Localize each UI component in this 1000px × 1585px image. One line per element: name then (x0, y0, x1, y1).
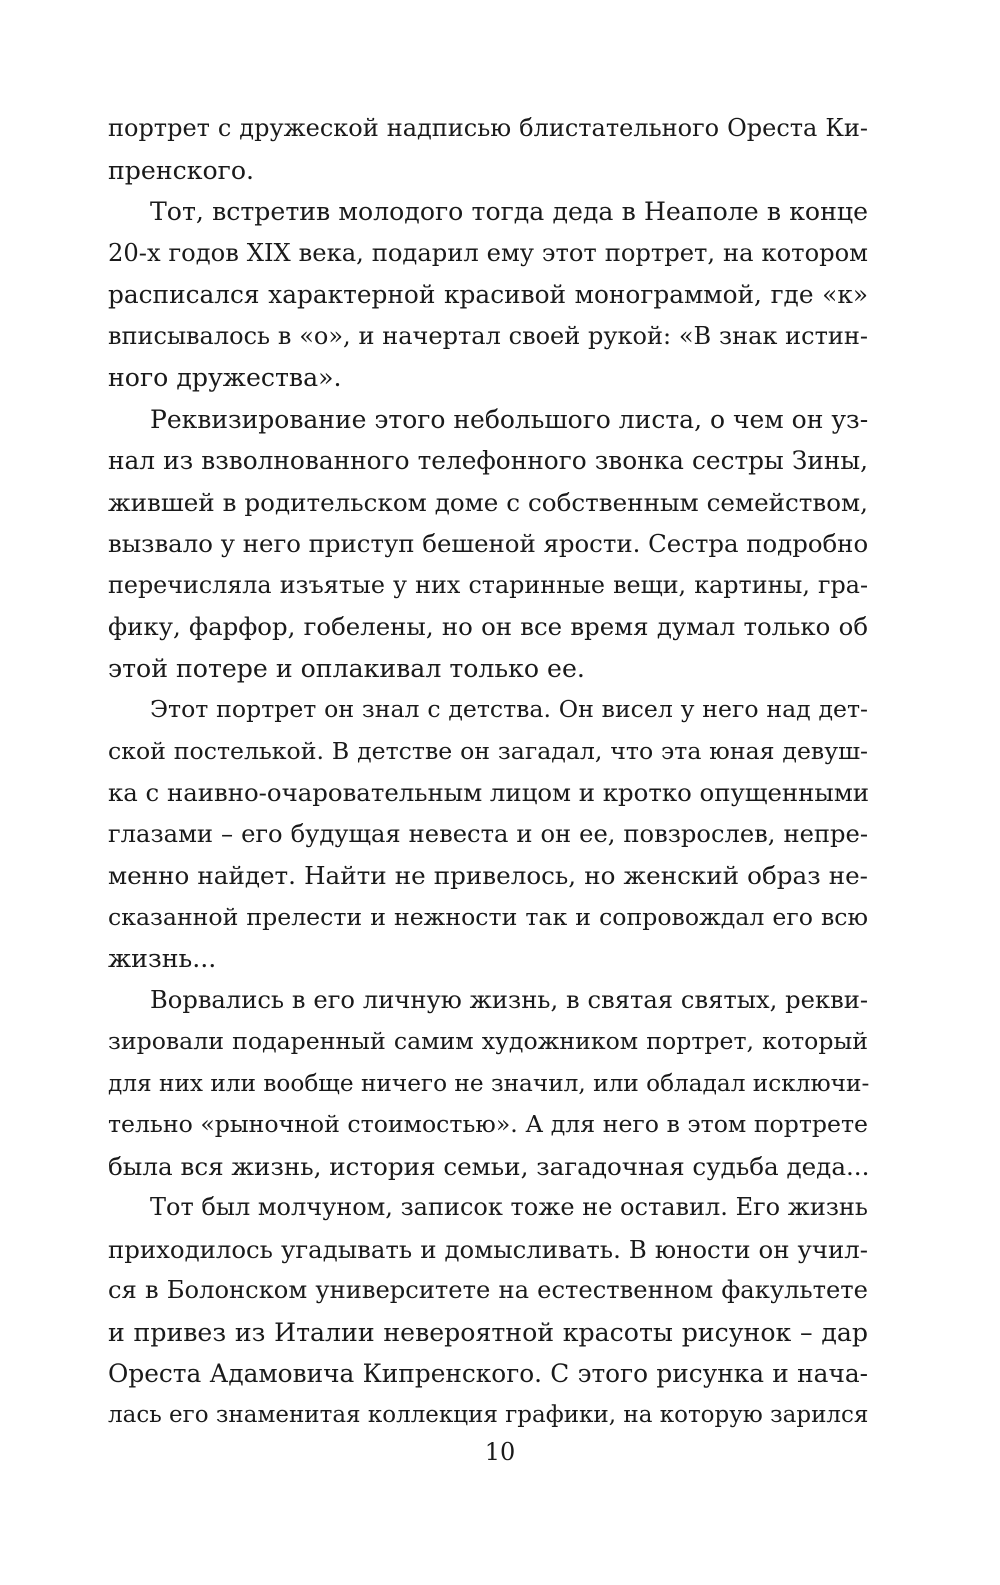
body-text (108, 108, 868, 1436)
text-line: глазами – его будущая невеста и он ее, повзрослев, непре- (108, 819, 868, 848)
text-line: перечисляла изъятые у них старинные вещи, картины, гра- (108, 570, 868, 599)
text-line: была вся жизнь, история семьи, загадочная судьба деда... (108, 1151, 870, 1181)
text-line: Тот, встретив молодого тогда деда в Неаполе в конце (150, 197, 868, 226)
text-line: Ворвались в его личную жизнь, в святая святых, рекви- (150, 985, 868, 1014)
text-line: лась его знаменитая коллекция графики, на которую зарился (108, 1401, 869, 1428)
text-line: расписался характерной красивой монограммой, где «к» (108, 280, 868, 309)
text-line: ного дружества». (108, 363, 342, 392)
text-line: сказанной прелести и нежности так и сопровождал его всю (108, 902, 868, 931)
text-line: жившей в родительском доме с собственным семейством, (108, 487, 868, 517)
text-line: вызвало у него приступ бешеной ярости. Сестра подробно (108, 529, 869, 558)
text-line: зировали подаренный самим художником портрет, который (108, 1027, 868, 1055)
text-line: Тот был молчуном, записок тоже не оставил. Его жизнь (150, 1193, 868, 1221)
text-line: жизнь... (108, 944, 217, 973)
text-line: пренского. (108, 155, 254, 185)
text-line: нал из взволнованного телефонного звонка сестры Зины, (108, 446, 868, 475)
text-line: ка с наивно-очаровательным лицом и кротко опущенными (108, 778, 870, 807)
text-line: ской постелькой. В детстве он загадал, что эта юная девуш- (108, 736, 868, 765)
text-line: Реквизирование этого небольшого листа, о чем он уз- (150, 404, 869, 434)
text-line: фику, фарфор, гобелены, но он все время думал только об (108, 612, 868, 641)
text-line: портрет с дружеской надписью блистательного Ореста Ки- (108, 114, 868, 142)
text-line: 20-х годов XIX века, подарил ему этот портрет, на котором (108, 238, 868, 267)
page-number: 10 (484, 1438, 516, 1466)
text-line: приходилось угадывать и домысливать. В юности он учил- (108, 1234, 868, 1264)
text-line: ся в Болонском университете на естественном факультете (108, 1276, 868, 1304)
text-line: Ореста Адамовича Кипренского. С этого рисунка и нача- (108, 1359, 868, 1388)
text-line: Этот портрет он знал с детства. Он висел у него над дет- (150, 695, 868, 723)
text-line: менно найдет. Найти не привелось, но женский образ не- (108, 861, 868, 890)
text-line: для них или вообще ничего не значил, или обладал исключи- (108, 1069, 870, 1097)
text-line: тельно «рыночной стоимостью». А для него в этом портрете (108, 1110, 868, 1138)
text-line: и привез из Италии невероятной красоты рисунок – дар (108, 1317, 868, 1347)
text-line: вписывалось в «о», и начертал своей рукой: «В знак истин- (108, 321, 868, 350)
text-line: этой потере и оплакивал только ее. (108, 653, 585, 683)
